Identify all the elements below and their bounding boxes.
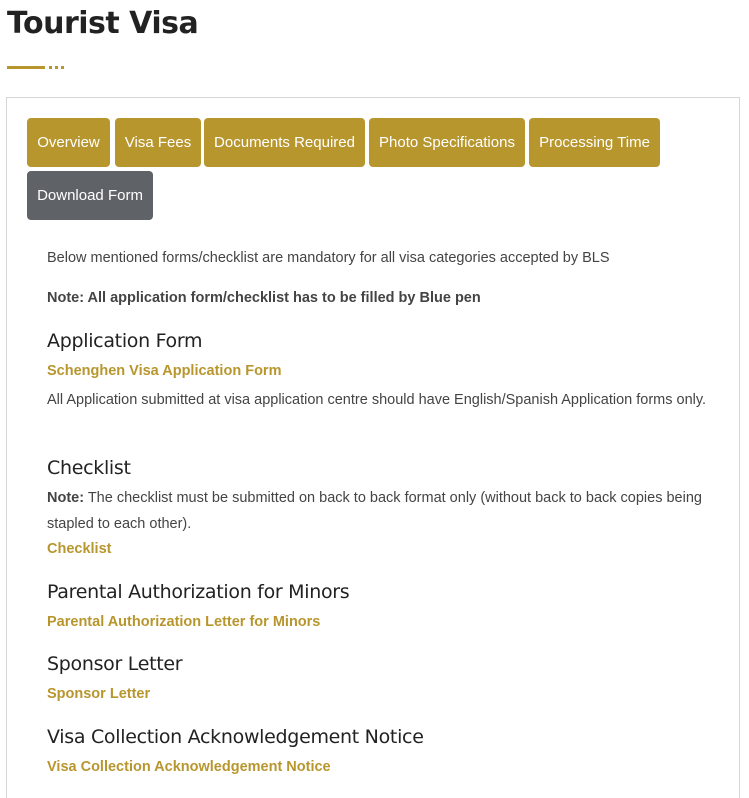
tab-visa-fees[interactable]: Visa Fees (115, 118, 201, 167)
title-underline-dot (49, 66, 52, 69)
tab-documents-required[interactable]: Documents Required (204, 118, 365, 167)
tab-photo-specifications[interactable]: Photo Specifications (369, 118, 525, 167)
visa-collection-heading: Visa Collection Acknowledgement Notice (47, 726, 424, 748)
checklist-note-label: Note: (47, 490, 85, 506)
checklist-heading: Checklist (47, 457, 131, 479)
sponsor-letter-heading: Sponsor Letter (47, 653, 183, 675)
checklist-link[interactable]: Checklist (47, 541, 112, 557)
intro-text: Below mentioned forms/checklist are mandatory for all visa categories accepted by BLS (47, 250, 610, 266)
parental-authorization-link[interactable]: Parental Authorization Letter for Minors (47, 614, 321, 630)
title-underline (7, 66, 67, 69)
tab-download-form[interactable]: Download Form (27, 171, 153, 220)
checklist-note (47, 485, 707, 537)
parental-authorization-heading: Parental Authorization for Minors (47, 581, 350, 603)
pen-note: Note: All application form/checklist has to be filled by Blue pen (47, 290, 481, 306)
tab-processing-time[interactable]: Processing Time (529, 118, 660, 167)
sponsor-letter-link[interactable]: Sponsor Letter (47, 686, 151, 702)
checklist-note-text: The checklist must be submitted on back to back format only (without back to back copies being stapled to each other). (47, 490, 702, 532)
title-underline-dot (55, 66, 58, 69)
title-underline-bar (7, 66, 45, 69)
tab-panel (6, 97, 740, 798)
title-underline-dot (61, 66, 64, 69)
application-form-heading: Application Form (47, 330, 203, 352)
application-form-text: All Application submitted at visa application centre should have English/Spanish Application forms only. (47, 392, 707, 408)
visa-collection-link[interactable]: Visa Collection Acknowledgement Notice (47, 759, 331, 775)
schengen-application-form-link[interactable]: Schenghen Visa Application Form (47, 363, 282, 379)
page-title: Tourist Visa (7, 6, 199, 41)
tab-overview[interactable]: Overview (27, 118, 110, 167)
